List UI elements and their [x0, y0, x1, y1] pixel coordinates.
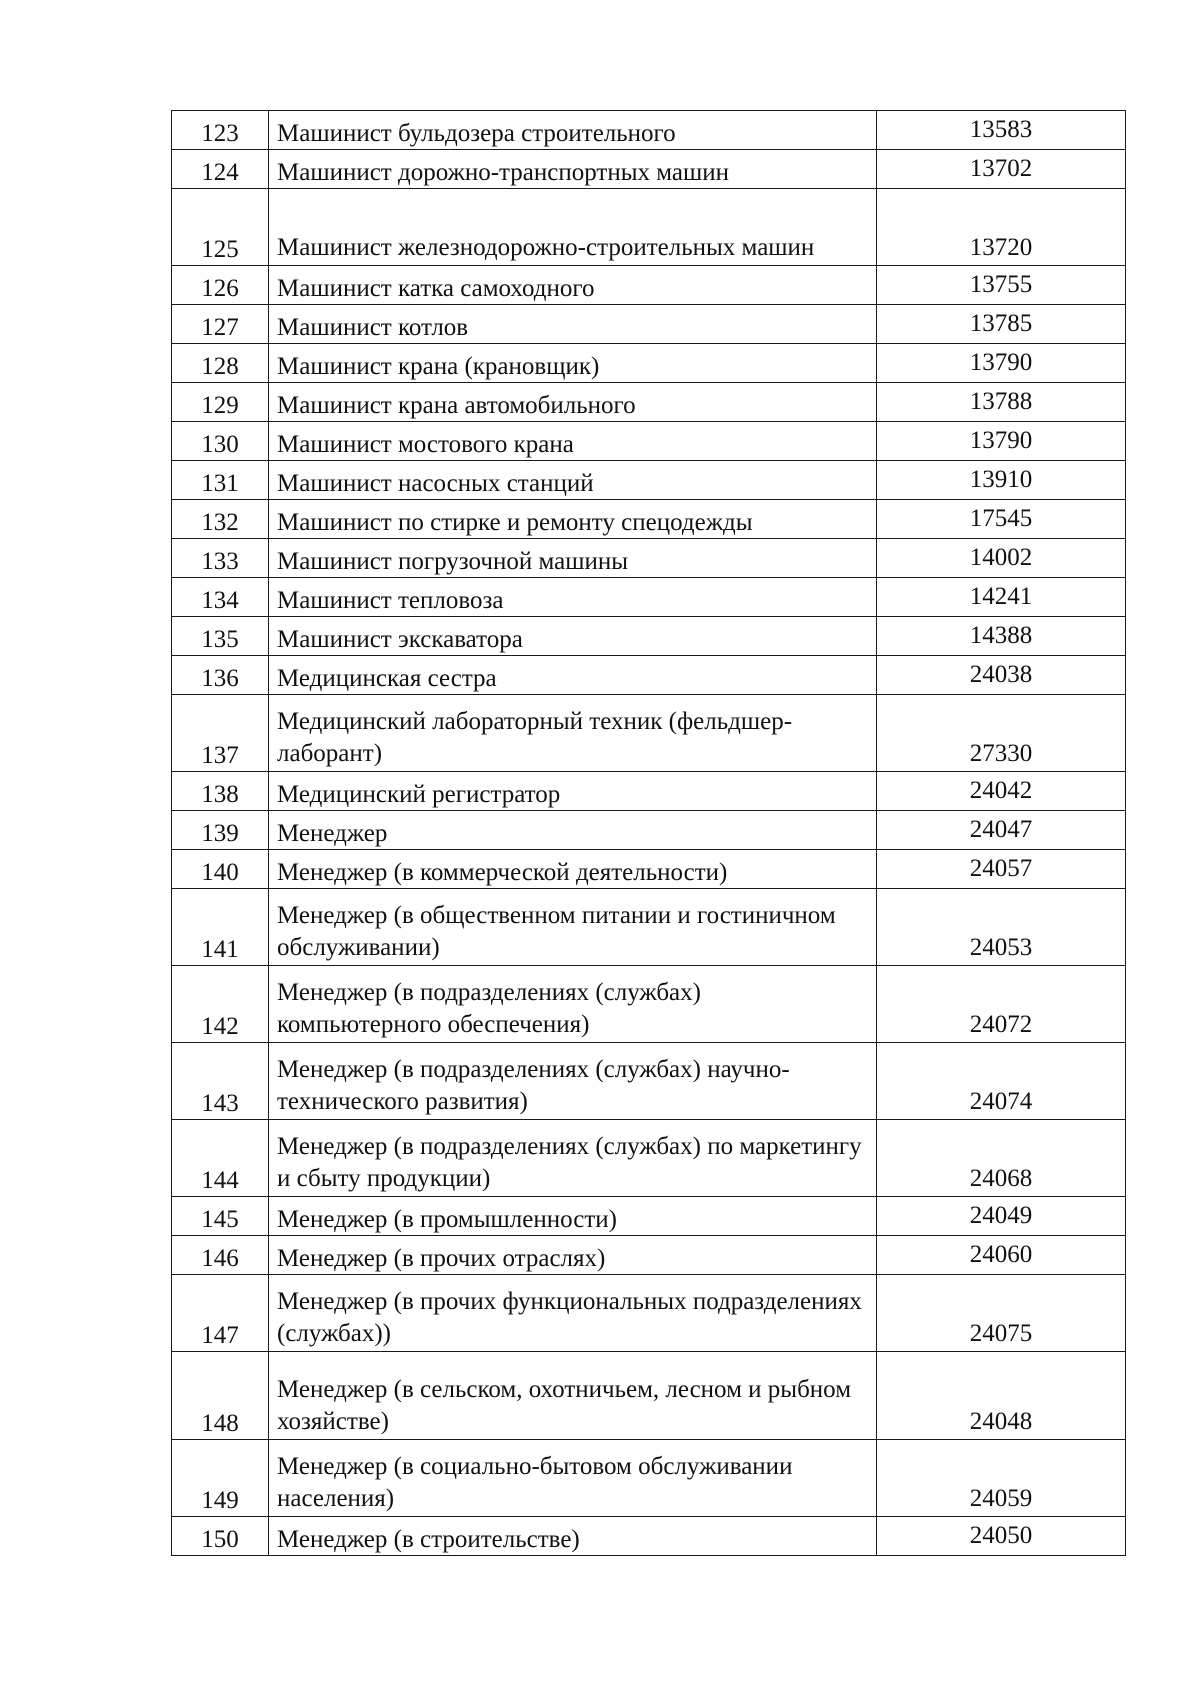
- profession-code: 24042: [969, 777, 1033, 804]
- row-number: 148: [172, 1352, 269, 1440]
- row-number: 130: [172, 422, 269, 461]
- row-number: 123: [172, 111, 269, 150]
- profession-name: Менеджер (в прочих функциональных подразделениях (службах)): [269, 1275, 877, 1352]
- row-number: 146: [172, 1236, 269, 1275]
- table-row: [172, 656, 1126, 695]
- profession-code: 24060: [969, 1241, 1033, 1268]
- profession-name: Машинист дорожно-транспортных машин: [269, 150, 877, 189]
- profession-name: Менеджер (в подразделениях (службах) компьютерного обеспечения): [269, 966, 877, 1043]
- row-number: 142: [172, 966, 269, 1043]
- table-row: [172, 578, 1126, 617]
- row-number: 141: [172, 889, 269, 966]
- profession-code: 24048: [969, 1408, 1033, 1435]
- profession-code: 13788: [969, 388, 1033, 415]
- table-row: [172, 383, 1126, 422]
- row-number: 147: [172, 1275, 269, 1352]
- row-number: 125: [172, 189, 269, 266]
- row-number: 139: [172, 811, 269, 850]
- profession-name: Менеджер (в социально-бытовом обслуживании населения): [269, 1440, 877, 1517]
- profession-code-cell: [877, 111, 1126, 150]
- profession-code-cell: [877, 1197, 1126, 1236]
- table-row: [172, 889, 1126, 966]
- profession-name: Машинист железнодорожно-строительных машин: [269, 189, 877, 266]
- row-number: 138: [172, 772, 269, 811]
- profession-code-cell: [877, 305, 1126, 344]
- profession-code: 13755: [969, 271, 1033, 298]
- table-row: [172, 966, 1126, 1043]
- profession-name: Машинист погрузочной машины: [269, 539, 877, 578]
- row-number: 133: [172, 539, 269, 578]
- profession-code-cell: [877, 1440, 1126, 1517]
- row-number: 132: [172, 500, 269, 539]
- profession-code: 13790: [969, 427, 1033, 454]
- table-row: [172, 695, 1126, 772]
- profession-name: Машинист бульдозера строительного: [269, 111, 877, 150]
- profession-code-cell: [877, 656, 1126, 695]
- profession-code: 14002: [969, 544, 1033, 571]
- row-number: 136: [172, 656, 269, 695]
- table-row: [172, 500, 1126, 539]
- profession-code-cell: [877, 578, 1126, 617]
- table-body: [172, 111, 1126, 1556]
- profession-code: 13790: [969, 349, 1033, 376]
- profession-name: Машинист котлов: [269, 305, 877, 344]
- profession-code: 24059: [969, 1485, 1033, 1512]
- profession-code: 13785: [969, 310, 1033, 337]
- row-number: 126: [172, 266, 269, 305]
- table-row: [172, 850, 1126, 889]
- profession-code: 13702: [969, 155, 1033, 182]
- profession-code-cell: [877, 811, 1126, 850]
- table-row: [172, 422, 1126, 461]
- row-number: 143: [172, 1043, 269, 1120]
- profession-code: 24053: [969, 934, 1033, 961]
- profession-code-cell: [877, 383, 1126, 422]
- table-row: [172, 305, 1126, 344]
- table-row: [172, 1275, 1126, 1352]
- profession-code-cell: [877, 500, 1126, 539]
- profession-name: Менеджер (в коммерческой деятельности): [269, 850, 877, 889]
- profession-code: 24057: [969, 855, 1033, 882]
- table-row: [172, 344, 1126, 383]
- profession-name: Менеджер (в сельском, охотничьем, лесном и рыбном хозяйстве): [269, 1352, 877, 1440]
- profession-code-cell: [877, 1120, 1126, 1197]
- profession-name: Менеджер (в общественном питании и гостиничном обслуживании): [269, 889, 877, 966]
- profession-code: 14241: [969, 583, 1033, 610]
- profession-code: 13583: [969, 116, 1033, 143]
- profession-code: 24049: [969, 1202, 1033, 1229]
- row-number: 129: [172, 383, 269, 422]
- profession-code-cell: [877, 461, 1126, 500]
- table-row: [172, 1043, 1126, 1120]
- profession-code-cell: [877, 695, 1126, 772]
- profession-code: 13720: [969, 234, 1033, 261]
- row-number: 135: [172, 617, 269, 656]
- profession-name: Машинист экскаватора: [269, 617, 877, 656]
- profession-code-cell: [877, 617, 1126, 656]
- row-number: 150: [172, 1517, 269, 1556]
- profession-code: 24074: [969, 1088, 1033, 1115]
- profession-code-cell: [877, 539, 1126, 578]
- table-row: [172, 1197, 1126, 1236]
- row-number: 124: [172, 150, 269, 189]
- profession-code-cell: [877, 889, 1126, 966]
- profession-name: Медицинская сестра: [269, 656, 877, 695]
- table-row: [172, 539, 1126, 578]
- profession-code-cell: [877, 1352, 1126, 1440]
- profession-name: Медицинский регистратор: [269, 772, 877, 811]
- table-row: [172, 617, 1126, 656]
- profession-code-cell: [877, 189, 1126, 266]
- profession-name: Машинист крана (крановщик): [269, 344, 877, 383]
- profession-code: 24047: [969, 816, 1033, 843]
- table-row: [172, 1352, 1126, 1440]
- profession-code: 27330: [969, 740, 1033, 767]
- row-number: 134: [172, 578, 269, 617]
- profession-code-cell: [877, 266, 1126, 305]
- table-row: [172, 1440, 1126, 1517]
- profession-code: 14388: [969, 622, 1033, 649]
- profession-code-cell: [877, 422, 1126, 461]
- table-row: [172, 461, 1126, 500]
- profession-code-cell: [877, 150, 1126, 189]
- row-number: 128: [172, 344, 269, 383]
- profession-name: Машинист по стирке и ремонту спецодежды: [269, 500, 877, 539]
- row-number: 145: [172, 1197, 269, 1236]
- profession-name: Медицинский лабораторный техник (фельдшер-лаборант): [269, 695, 877, 772]
- profession-code: 24072: [969, 1011, 1033, 1038]
- profession-code: 24068: [969, 1165, 1033, 1192]
- row-number: 149: [172, 1440, 269, 1517]
- profession-code-cell: [877, 1236, 1126, 1275]
- profession-code: 13910: [969, 466, 1033, 493]
- profession-code-cell: [877, 1275, 1126, 1352]
- profession-code: 24075: [969, 1320, 1033, 1347]
- table-row: [172, 1236, 1126, 1275]
- table-row: [172, 772, 1126, 811]
- table-row: [172, 266, 1126, 305]
- row-number: 137: [172, 695, 269, 772]
- table-row: [172, 111, 1126, 150]
- profession-name: Машинист катка самоходного: [269, 266, 877, 305]
- profession-code-cell: [877, 772, 1126, 811]
- profession-code-cell: [877, 1043, 1126, 1120]
- row-number: 144: [172, 1120, 269, 1197]
- profession-code: 17545: [969, 505, 1033, 532]
- profession-name: Машинист мостового крана: [269, 422, 877, 461]
- profession-name: Машинист тепловоза: [269, 578, 877, 617]
- profession-name: Менеджер (в подразделениях (службах) по маркетингу и сбыту продукции): [269, 1120, 877, 1197]
- profession-name: Менеджер: [269, 811, 877, 850]
- profession-name: Менеджер (в строительстве): [269, 1517, 877, 1556]
- table-row: [172, 1517, 1126, 1556]
- profession-name: Менеджер (в прочих отраслях): [269, 1236, 877, 1275]
- profession-code-cell: [877, 850, 1126, 889]
- row-number: 127: [172, 305, 269, 344]
- profession-name: Машинист крана автомобильного: [269, 383, 877, 422]
- row-number: 140: [172, 850, 269, 889]
- row-number: 131: [172, 461, 269, 500]
- profession-code: 24038: [969, 661, 1033, 688]
- profession-code-cell: [877, 344, 1126, 383]
- profession-name: Менеджер (в подразделениях (службах) научно-технического развития): [269, 1043, 877, 1120]
- table-row: [172, 811, 1126, 850]
- profession-code-cell: [877, 1517, 1126, 1556]
- table-row: [172, 150, 1126, 189]
- profession-codes-table: [171, 110, 1126, 1556]
- table-row: [172, 1120, 1126, 1197]
- profession-name: Менеджер (в промышленности): [269, 1197, 877, 1236]
- table-row: [172, 189, 1126, 266]
- profession-code-cell: [877, 966, 1126, 1043]
- profession-code: 24050: [969, 1522, 1033, 1549]
- profession-name: Машинист насосных станций: [269, 461, 877, 500]
